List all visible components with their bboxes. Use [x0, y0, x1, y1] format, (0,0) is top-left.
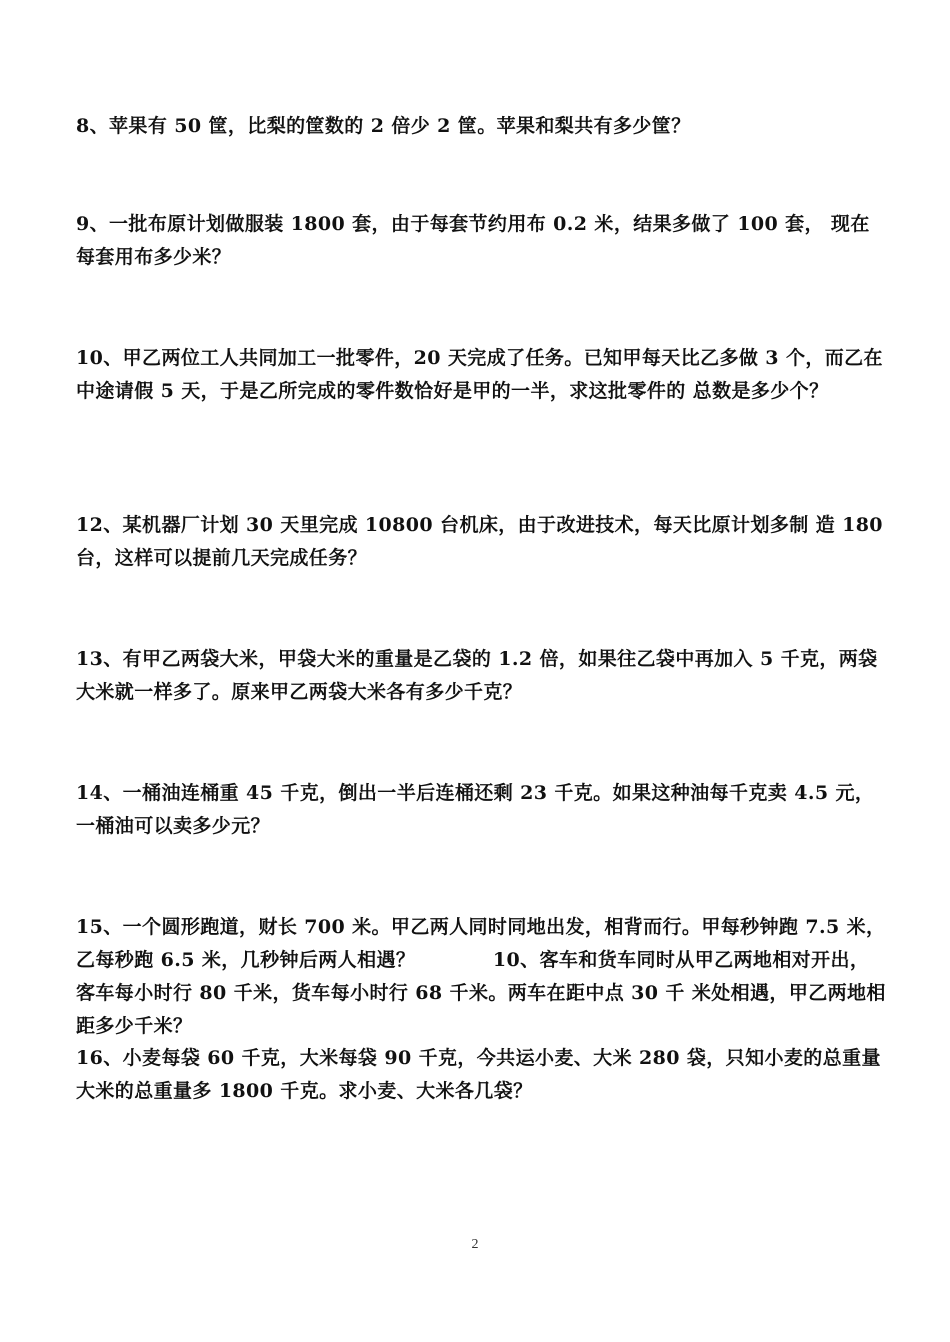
problem-15: 15、一个圆形跑道，财长 700 米。甲乙两人同时同地出发，相背而行。甲每秒钟跑 7.5 米，乙每秒跑 6.5 米，几秒钟后两人相遇？ 10、客车和货车同时从甲乙两地相对开出，客车每小时行 80 千米，货车每小时行 68 千米。两车在距中点 30 千 米处相遇，甲乙两地相距多少千米？ — [76, 916, 886, 1037]
problem-13: 13、有甲乙两袋大米，甲袋大米的重量是乙袋的 1.2 倍，如果往乙袋中再加入 5 千克，两袋大米就一样多了。原来甲乙两袋大米各有多少千克？ — [76, 648, 878, 703]
page-number: 2 — [471, 1237, 479, 1252]
problem-9: 9、一批布原计划做服装 1800 套，由于每套节约用布 0.2 米，结果多做了 100 套， 现在每套用布多少米？ — [76, 213, 870, 268]
problem-16: 16、小麦每袋 60 千克，大米每袋 90 千克，今共运小麦、大米 280 袋，只知小麦的总重量大米的总重量多 1800 千克。求小麦、大米各几袋？ — [76, 1047, 881, 1102]
problem-10: 10、甲乙两位工人共同加工一批零件，20 天完成了任务。已知甲每天比乙多做 3 个，而乙在中途请假 5 天，于是乙所完成的零件数恰好是甲的一半，求这批零件的 总数是多少个？ — [76, 347, 883, 402]
problem-12: 12、某机器厂计划 30 天里完成 10800 台机床，由于改进技术，每天比原计划多制 造 180 台，这样可以提前几天完成任务？ — [76, 514, 883, 569]
problem-14: 14、一桶油连桶重 45 千克，倒出一半后连桶还剩 23 千克。如果这种油每千克卖 4.5 元，一桶油可以卖多少元？ — [76, 782, 875, 837]
problem-8: 8、苹果有 50 筐，比梨的筐数的 2 倍少 2 筐。苹果和梨共有多少筐？ — [76, 115, 691, 137]
